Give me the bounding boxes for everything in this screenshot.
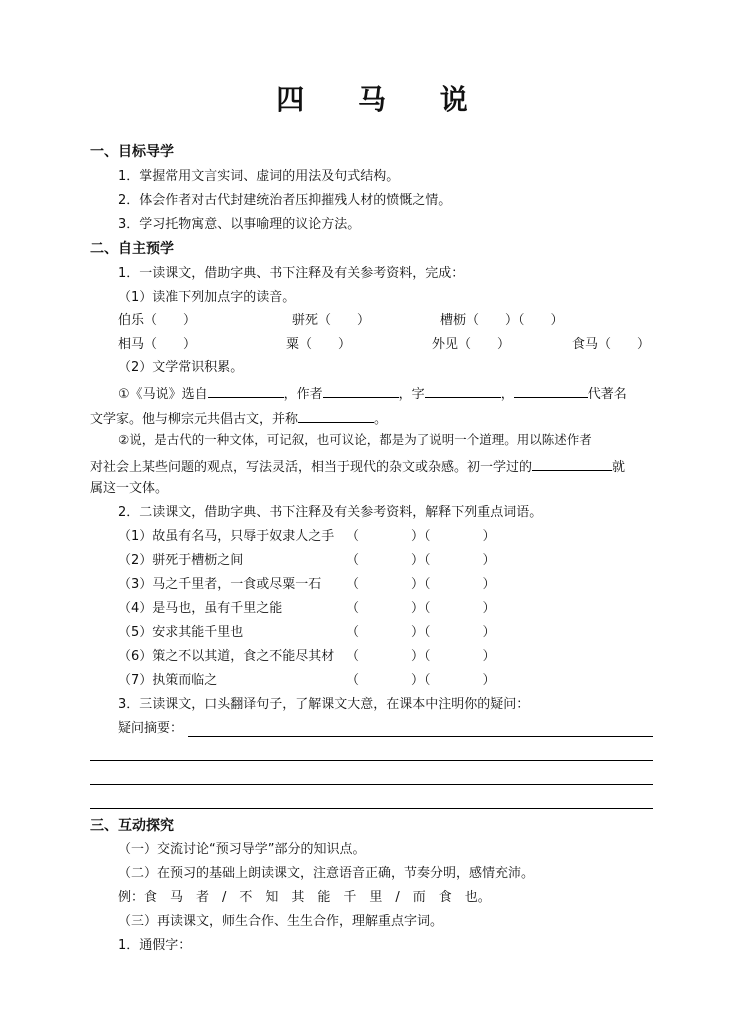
text-fragment: 就 — [612, 460, 626, 475]
explore-line: （二）在预习的基础上朗读课文，注意语音正确，节奏分明，感情充沛。 — [118, 866, 535, 881]
question-summary-label: 疑问摘要： — [118, 721, 184, 736]
text-fragment: 。 — [374, 412, 388, 427]
text-fragment: 对社会上某些问题的观点，写法灵活，相当于现代的杂文或杂感。初一学过的 — [90, 460, 533, 475]
section-heading-goals: 一、目标导学 — [90, 144, 174, 160]
answer-line[interactable] — [90, 760, 653, 761]
fill-blank[interactable] — [425, 385, 501, 398]
section-heading-preview: 二、自主预学 — [90, 241, 174, 257]
literary-knowledge-line — [90, 458, 625, 474]
fill-blank[interactable] — [323, 385, 399, 398]
fill-blank[interactable] — [298, 410, 374, 423]
explore-line: （一）交流讨论“预习导学”部分的知识点。 — [118, 842, 366, 857]
text-fragment: ，字 — [398, 387, 425, 402]
phrase-item: （4）是马也，虽有千里之能 — [118, 601, 283, 616]
pronunciation-item: 伯乐（ ） — [118, 313, 197, 328]
instruction-line: 1．一读课文，借助字典、书下注释及有关参考资料，完成： — [118, 266, 465, 281]
instruction-line: 3．三读课文，口头翻译句子，了解课文大意，在课本中注明你的疑问： — [118, 697, 530, 712]
goal-item: 1．掌握常用文言实词、虚词的用法及句式结构。 — [118, 169, 400, 184]
explore-line: （三）再读课文，师生合作、生生合作，理解重点字词。 — [118, 914, 444, 929]
literary-knowledge-line — [90, 410, 387, 426]
text-fragment: ①《马说》选自 — [118, 387, 208, 402]
pronunciation-item: 粟（ ） — [286, 337, 352, 352]
section-heading-explore: 三、互动探究 — [90, 818, 174, 834]
page-title: 四 马 说 — [276, 83, 490, 116]
text-fragment: ， — [500, 387, 514, 402]
answer-line[interactable] — [90, 808, 653, 809]
answer-line[interactable] — [188, 736, 653, 737]
goal-item: 3．学习托物寓意、以事喻理的议论方法。 — [118, 217, 361, 232]
phrase-answer[interactable]: （ ）（ ） — [346, 625, 496, 640]
phrase-answer[interactable]: （ ）（ ） — [346, 529, 496, 544]
phrase-item: （6）策之不以其道，食之不能尽其材 — [118, 649, 335, 664]
phrase-answer[interactable]: （ ）（ ） — [346, 577, 496, 592]
pronunciation-item: 食马（ ） — [572, 337, 651, 352]
literary-knowledge-line — [118, 385, 627, 401]
phrase-item: （7）执策而临之 — [118, 673, 218, 688]
text-fragment: 代著名 — [587, 387, 627, 402]
sub-instruction: （2）文学常识积累。 — [118, 360, 244, 375]
pronunciation-item: 槽枥（ ）（ ） — [440, 313, 564, 328]
pronunciation-item: 骈死（ ） — [292, 313, 371, 328]
phrase-item: （2）骈死于槽枥之间 — [118, 553, 244, 568]
rhythm-example: 例：食 马 者 / 不 知 其 能 千 里 / 而 食 也。 — [118, 890, 491, 905]
phrase-item: （5）安求其能千里也 — [118, 625, 244, 640]
fill-blank[interactable] — [532, 458, 612, 471]
fill-blank[interactable] — [514, 385, 588, 398]
goal-item: 2．体会作者对古代封建统治者压抑摧残人材的愤慨之情。 — [118, 193, 452, 208]
text-fragment: 文学家。他与柳宗元共倡古文，并称 — [90, 412, 299, 427]
answer-line[interactable] — [90, 784, 653, 785]
phrase-item: （3）马之千里者，一食或尽粟一石 — [118, 577, 322, 592]
instruction-line: 2．二读课文，借助字典、书下注释及有关参考资料，解释下列重点词语。 — [118, 505, 543, 520]
phrase-item: （1）故虽有名马，只辱于奴隶人之手 — [118, 529, 335, 544]
phrase-answer[interactable]: （ ）（ ） — [346, 553, 496, 568]
phrase-answer[interactable]: （ ）（ ） — [346, 601, 496, 616]
phrase-answer[interactable]: （ ）（ ） — [346, 649, 496, 664]
text-fragment: ，作者 — [283, 387, 323, 402]
explore-line: 1．通假字： — [118, 938, 192, 953]
phrase-answer[interactable]: （ ）（ ） — [346, 673, 496, 688]
pronunciation-item: 相马（ ） — [118, 337, 197, 352]
fill-blank[interactable] — [208, 385, 284, 398]
pronunciation-item: 外见（ ） — [432, 337, 511, 352]
sub-instruction: （1）读准下列加点字的读音。 — [118, 290, 296, 305]
literary-knowledge-line: 属这一文体。 — [90, 481, 169, 496]
literary-knowledge-line: ②说，是古代的一种文体，可记叙，也可议论，都是为了说明一个道理。用以陈述作者 — [118, 432, 592, 447]
